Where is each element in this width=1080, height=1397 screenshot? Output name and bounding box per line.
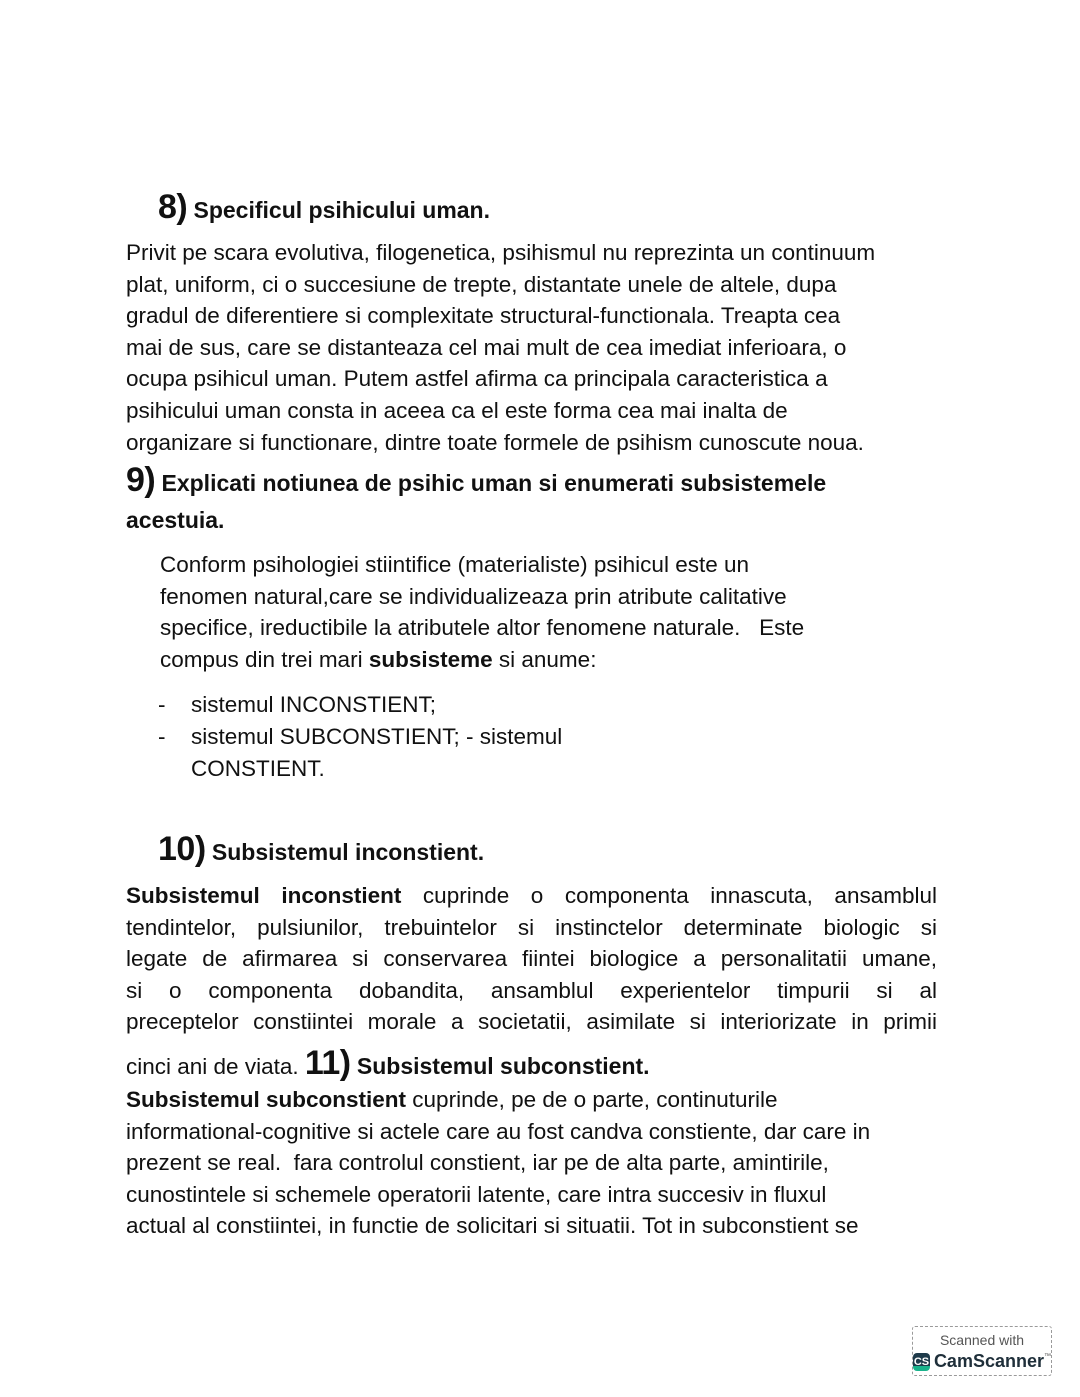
list-item-text: sistemul SUBCONSTIENT; - sistemul <box>191 724 563 749</box>
text-line: Conform psihologiei stiintifice (materialiste) psihicul este un <box>160 552 749 577</box>
section-number: 11) <box>304 1044 351 1082</box>
text-line: Privit pe scara evolutiva, filogenetica, psihismul nu reprezinta un continuum <box>126 240 876 265</box>
list-item <box>158 721 562 753</box>
section-title-continued: acestuia. <box>126 507 225 533</box>
text-line: mai de sus, care se distanteaza cel mai mult de cea imediat inferioara, o <box>126 334 847 360</box>
text-line: preceptelor constiintei morale a societatii, asimilate si interiorizate in primii <box>126 1009 937 1035</box>
text-line: cunostintele si schemele operatorii latente, care intra succesiv in fluxul <box>126 1181 827 1207</box>
text-line: specifice, ireductibile la atributele altor fenomene naturale. Este <box>160 615 805 641</box>
paragraph-section-11 <box>126 1084 956 1242</box>
watermark-brand: CamScanner <box>933 1351 1044 1371</box>
watermark-caption: Scanned with <box>939 1332 1025 1348</box>
text-run: compus din trei mari <box>160 646 369 672</box>
section-number: 10) <box>158 830 206 868</box>
camscanner-logo-icon: CS <box>913 1353 930 1371</box>
section-title: Subsistemul subconstient. <box>356 1053 650 1079</box>
bold-term: Subsistemul subconstient <box>126 1087 407 1112</box>
camscanner-watermark <box>912 1326 1052 1376</box>
text-run: cinci ani de viata. <box>126 1054 305 1079</box>
text-line: prezent se real. fara controlul constient, iar pe de alta parte, amintirile, <box>126 1150 829 1176</box>
bold-term: subsisteme <box>368 646 493 672</box>
list-dash: - <box>158 692 166 717</box>
list-item-text: CONSTIENT. <box>191 756 325 781</box>
text-line: informational-cognitive si actele care au fost candva constiente, dar care in <box>126 1118 871 1144</box>
list-item <box>158 689 562 721</box>
list-item-text: sistemul INCONSTIENT; <box>191 692 437 717</box>
text-line: si o componenta dobandita, ansamblul experientelor timpurii si al <box>126 977 937 1003</box>
subsystems-list <box>158 689 562 785</box>
text-line: plat, uniform, ci o succesiune de trepte, distantate unele de altele, dupa <box>126 271 837 297</box>
paragraph-section-8 <box>126 237 956 458</box>
text-line: actual al constiintei, in functie de solicitari si situatii. Tot in subconstient se <box>126 1213 859 1239</box>
text-line: gradul de diferentiere si complexitate structural-functionala. Treapta cea <box>126 303 841 329</box>
list-item-continued <box>158 753 562 785</box>
text-line: tendintelor, pulsiunilor, trebuintelor si instinctelor determinate biologic si <box>126 914 937 940</box>
section-number: 9) <box>126 461 156 499</box>
text-line: ocupa psihicul uman. Putem astfel afirma ca principala caracteristica a <box>126 366 828 392</box>
section-title: Subsistemul inconstient. <box>211 839 485 865</box>
heading-section-11-line <box>126 1043 956 1087</box>
heading-section-9 <box>126 462 956 538</box>
heading-section-10 <box>158 830 988 869</box>
section-number: 8) <box>158 188 188 226</box>
paragraph-section-9 <box>160 549 950 675</box>
section-title: Explicati notiunea de psihic uman si enumerati subsistemele <box>161 470 827 496</box>
text-line <box>126 1084 956 1116</box>
text-line: fenomen natural,care se individualizeaza prin atribute calitative <box>160 583 787 609</box>
heading-section-8 <box>158 188 988 227</box>
text-line: psihicului uman consta in aceea ca el este forma cea mai inalta de <box>126 397 788 423</box>
list-dash: - <box>158 724 166 749</box>
text-run: cuprinde o componenta innascuta, ansamblul <box>401 883 937 908</box>
text-run: si anume: <box>492 646 597 672</box>
watermark-brand-row <box>913 1351 1051 1372</box>
paragraph-section-10 <box>126 880 937 1038</box>
trademark-symbol: ™ <box>1044 1353 1051 1360</box>
text-line: legate de afirmarea si conservarea fiintei biologice a personalitatii umane, <box>126 946 937 972</box>
text-line <box>126 880 937 912</box>
text-line <box>160 644 950 676</box>
bold-term: Subsistemul inconstient <box>126 883 402 908</box>
text-line: organizare si functionare, dintre toate formele de psihism cunoscute noua. <box>126 429 864 455</box>
section-title: Specificul psihicului uman. <box>193 197 490 223</box>
text-run: cuprinde, pe de o parte, continuturile <box>406 1087 778 1112</box>
